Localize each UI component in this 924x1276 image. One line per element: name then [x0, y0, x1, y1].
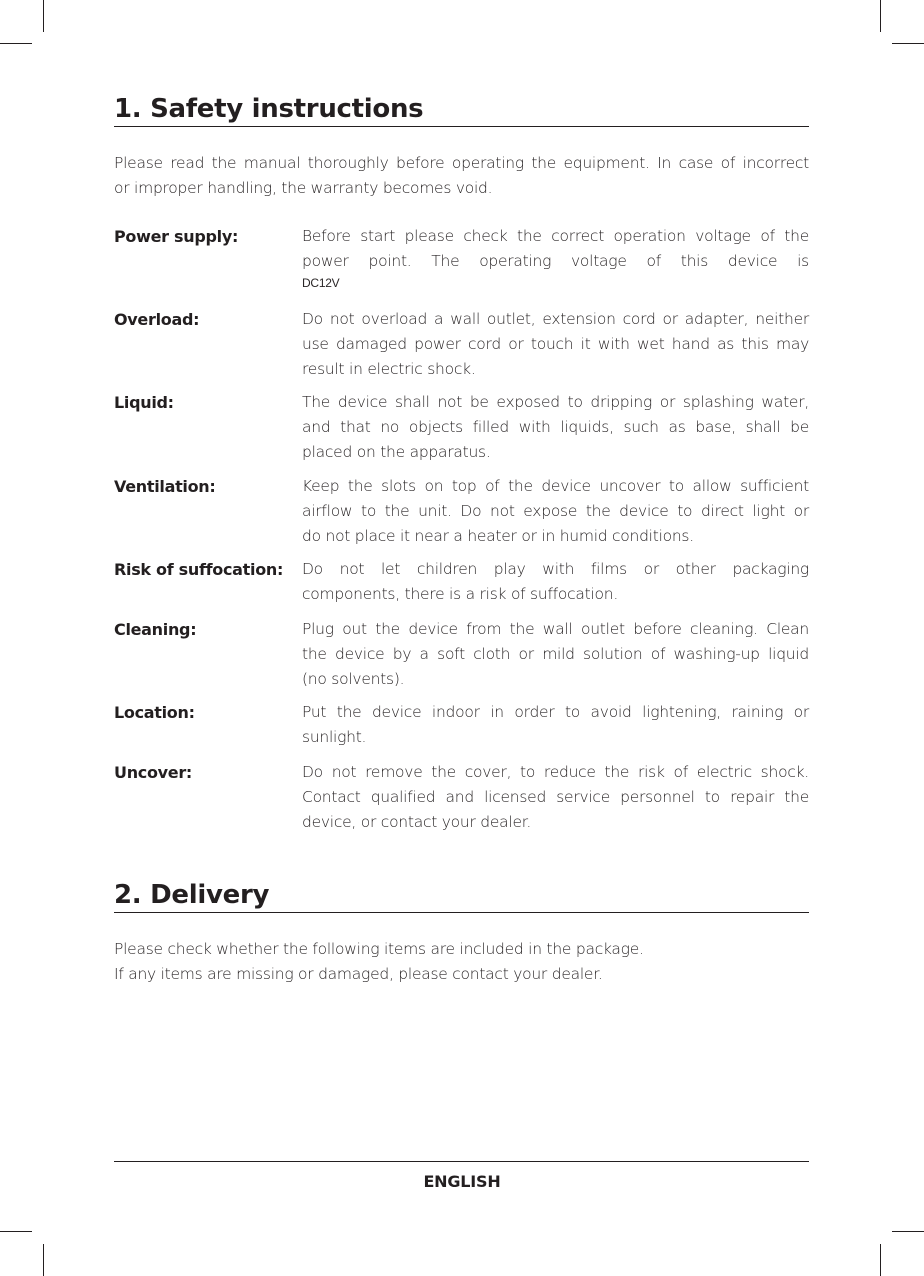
crop-mark	[892, 43, 924, 44]
item-description	[302, 760, 809, 835]
safety-item-ventilation	[114, 474, 809, 554]
crop-mark	[43, 1244, 44, 1276]
section-heading-delivery: 2. Delivery	[114, 880, 809, 913]
crop-mark	[0, 43, 32, 44]
footer-divider	[114, 1161, 809, 1162]
desc-line: components, there is a risk of suffocation.	[302, 585, 618, 603]
desc-line: power point. The operating voltage of this device is	[302, 252, 809, 270]
delivery-line: If any items are missing or damaged, please contact your dealer.	[114, 965, 603, 983]
section-heading-safety: 1. Safety instructions	[114, 94, 809, 127]
safety-item-cleaning	[114, 617, 809, 697]
item-term: Ventilation:	[114, 477, 216, 496]
item-description	[302, 390, 809, 465]
desc-line: the device by a soft cloth or mild solution of washing-up liquid	[302, 645, 809, 663]
footer-language: ENGLISH	[423, 1172, 501, 1191]
desc-line: Do not overload a wall outlet, extension cord or adapter, neither	[302, 310, 809, 328]
crop-mark	[43, 0, 44, 32]
item-description	[302, 474, 809, 549]
safety-item-uncover	[114, 760, 809, 840]
desc-line: placed on the apparatus.	[302, 443, 491, 461]
desc-line: The device shall not be exposed to dripping or splashing water,	[302, 393, 809, 411]
desc-line: Before start please check the correct operation voltage of the	[302, 227, 809, 245]
crop-mark	[880, 1244, 881, 1276]
desc-line: sunlight.	[302, 728, 367, 746]
desc-line: Do not let children play with films or other packaging	[302, 560, 809, 578]
crop-mark	[880, 0, 881, 32]
item-term: Risk of suffocation:	[114, 560, 284, 579]
item-description	[302, 617, 809, 692]
desc-line: Put the device indoor in order to avoid lightening, raining or	[302, 703, 809, 721]
item-term: Power supply:	[114, 227, 239, 246]
item-description	[302, 224, 809, 292]
delivery-line: Please check whether the following items are included in the package.	[114, 940, 644, 958]
intro-line: Please read the manual thoroughly before operating the equipment. In case of incorrect	[114, 154, 809, 172]
desc-line: (no solvents).	[302, 670, 405, 688]
item-description	[302, 700, 809, 750]
desc-line: airflow to the unit. Do not expose the device to direct light or	[302, 502, 809, 520]
item-term: Overload:	[114, 310, 200, 329]
safety-item-power-supply	[114, 224, 809, 304]
crop-mark	[0, 1231, 32, 1232]
item-term: Uncover:	[114, 763, 193, 782]
intro-line: or improper handling, the warranty becomes void.	[114, 179, 493, 197]
desc-line: device, or contact your dealer.	[302, 813, 532, 831]
item-description	[302, 557, 809, 607]
desc-line: Plug out the device from the wall outlet before cleaning. Clean	[302, 620, 809, 638]
voltage-value: DC12V	[302, 276, 340, 290]
item-term: Liquid:	[114, 393, 174, 412]
item-term: Location:	[114, 703, 195, 722]
desc-line: result in electric shock.	[302, 360, 476, 378]
safety-intro	[114, 151, 809, 201]
desc-line: and that no objects filled with liquids, such as base, shall be	[302, 418, 809, 436]
crop-mark	[892, 1231, 924, 1232]
item-term: Cleaning:	[114, 620, 197, 639]
safety-item-liquid	[114, 390, 809, 470]
safety-item-overload	[114, 307, 809, 387]
desc-line: Keep the slots on top of the device uncover to allow sufficient	[302, 477, 809, 495]
desc-line: Contact qualified and licensed service personnel to repair the	[302, 788, 809, 806]
desc-line: Do not remove the cover, to reduce the risk of electric shock.	[302, 763, 809, 781]
desc-line: do not place it near a heater or in humid conditions.	[302, 527, 694, 545]
desc-line: use damaged power cord or touch it with wet hand as this may	[302, 335, 809, 353]
delivery-text	[114, 937, 809, 987]
item-description	[302, 307, 809, 382]
